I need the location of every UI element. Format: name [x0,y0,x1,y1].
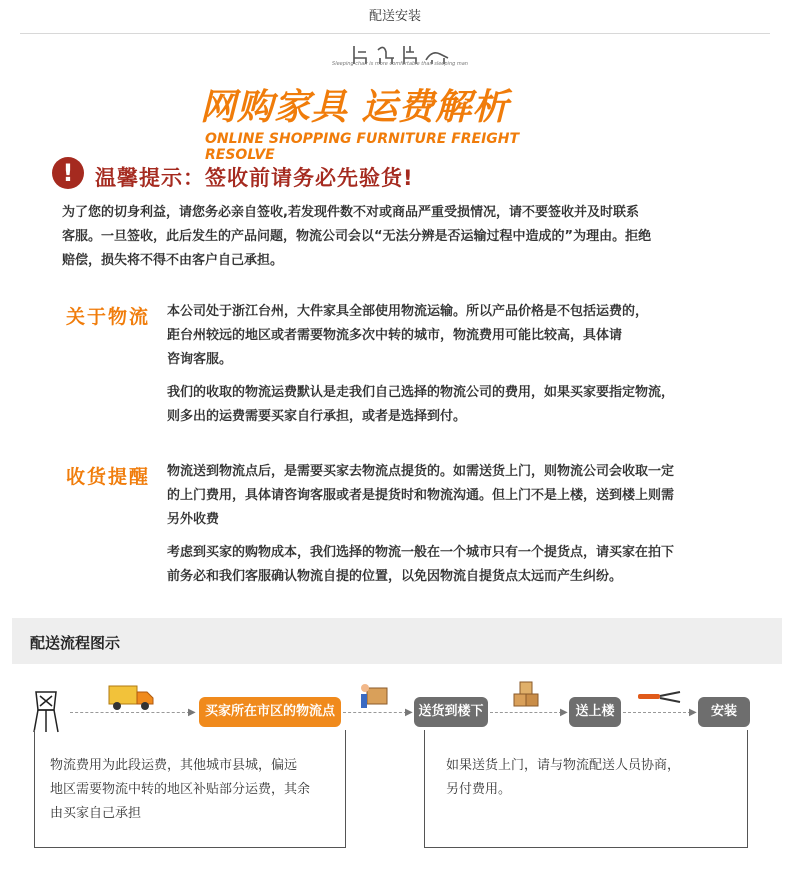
logistics-line: 则多出的运费需要买家自行承担，或者是选择到付。 [167,409,467,424]
flow-arrow [70,712,190,713]
logistics-line: 本公司处于浙江台州，大件家具全部使用物流运输。所以产品价格是不包括运费的， [167,304,649,319]
chair-icon [28,688,64,734]
header-divider [20,33,770,34]
logistics-line: 咨询客服。 [167,352,233,367]
flow-arrow [490,712,562,713]
logistics-label: 关于物流 [66,306,151,328]
exclamation-icon: ! [52,157,84,189]
flow-step-upstairs: 送上楼 [569,697,621,727]
flow-arrow [623,712,691,713]
banner-title-part1: 网购家具 [200,87,349,128]
arrow-head-icon: ▶ [405,707,413,718]
arrow-head-icon: ▶ [689,707,697,718]
left-note-line: 由买家自己承担 [50,806,142,821]
right-note [446,754,736,802]
flow-step-downstairs: 送货到楼下 [414,697,488,727]
right-note-line: 另付费用。 [446,782,512,797]
arrow-head-icon: ▶ [188,707,196,718]
right-note-line: 如果送货上门，请与物流配送人员协商， [446,758,681,773]
left-note-line: 物流费用为此段运费，其他城市县城，偏远 [50,758,298,773]
pickup-para-2 [167,541,747,589]
boxes-icon [512,680,540,710]
warning-title: 温馨提示：签收前请务必先验货! [95,166,414,190]
flow-step-install: 安装 [698,697,750,727]
flow-step-logistics-point: 买家所在市区的物流点 [199,697,341,727]
pickup-line: 物流送到物流点后，是需要买家去物流点提货的。如需送货上门，则物流公司会收取一定 [167,464,675,479]
logistics-para-2 [167,381,747,429]
page-title: 配送安装 [368,9,421,24]
arrow-head-icon: ▶ [560,707,568,718]
pickup-line: 前务必和我们客服确认物流自提的位置，以免因物流自提货点太远而产生纠纷。 [167,569,623,584]
banner-title-part2: 运费 [361,87,436,128]
flow-section-title: 配送流程图示 [30,634,121,652]
brand-tagline: Sleeping chair is more comfortable than sleeping man [332,61,468,67]
pickup-para-1 [167,460,747,532]
warning-line: 客服。一旦签收，此后发生的产品问题，物流公司会以“无法分辨是否运输过程中造成的”为理由。拒绝 [62,229,652,244]
tools-icon [636,686,682,708]
pickup-line: 的上门费用，具体请咨询客服或者是提货时和物流沟通。但上门不是上楼，送到楼上则需 [167,488,675,503]
flow-section-bar [12,618,782,664]
pickup-label: 收货提醒 [66,466,151,488]
truck-icon [107,682,155,712]
left-note-line: 地区需要物流中转的地区补贴部分运费，其余 [50,782,311,797]
logistics-line: 我们的收取的物流运费默认是走我们自己选择的物流公司的费用，如果买家要指定物流， [167,385,675,400]
left-note [50,754,340,826]
warning-line: 赔偿，损失将不得不由客户自己承担。 [62,253,284,268]
banner-title [200,86,590,130]
warning-line: 为了您的切身利益，请您务必亲自签收,若发现件数不对或商品严重受损情况，请不要签收并及时联系 [62,205,639,220]
delivery-person-icon [357,682,393,712]
pickup-line: 考虑到买家的购物成本，我们选择的物流一般在一个城市只有一个提货点，请买家在拍下 [167,545,675,560]
logistics-para-1 [167,300,747,372]
logistics-line: 距台州较远的地区或者需要物流多次中转的城市，物流费用可能比较高，具体请 [167,328,623,343]
pickup-line: 另外收费 [167,512,220,527]
flow-arrow [343,712,407,713]
banner-title-part3: 解析 [435,87,510,128]
warning-text [62,201,742,273]
banner-subtitle: ONLINE SHOPPING FURNITURE FREIGHT RESOLVE [205,131,520,163]
